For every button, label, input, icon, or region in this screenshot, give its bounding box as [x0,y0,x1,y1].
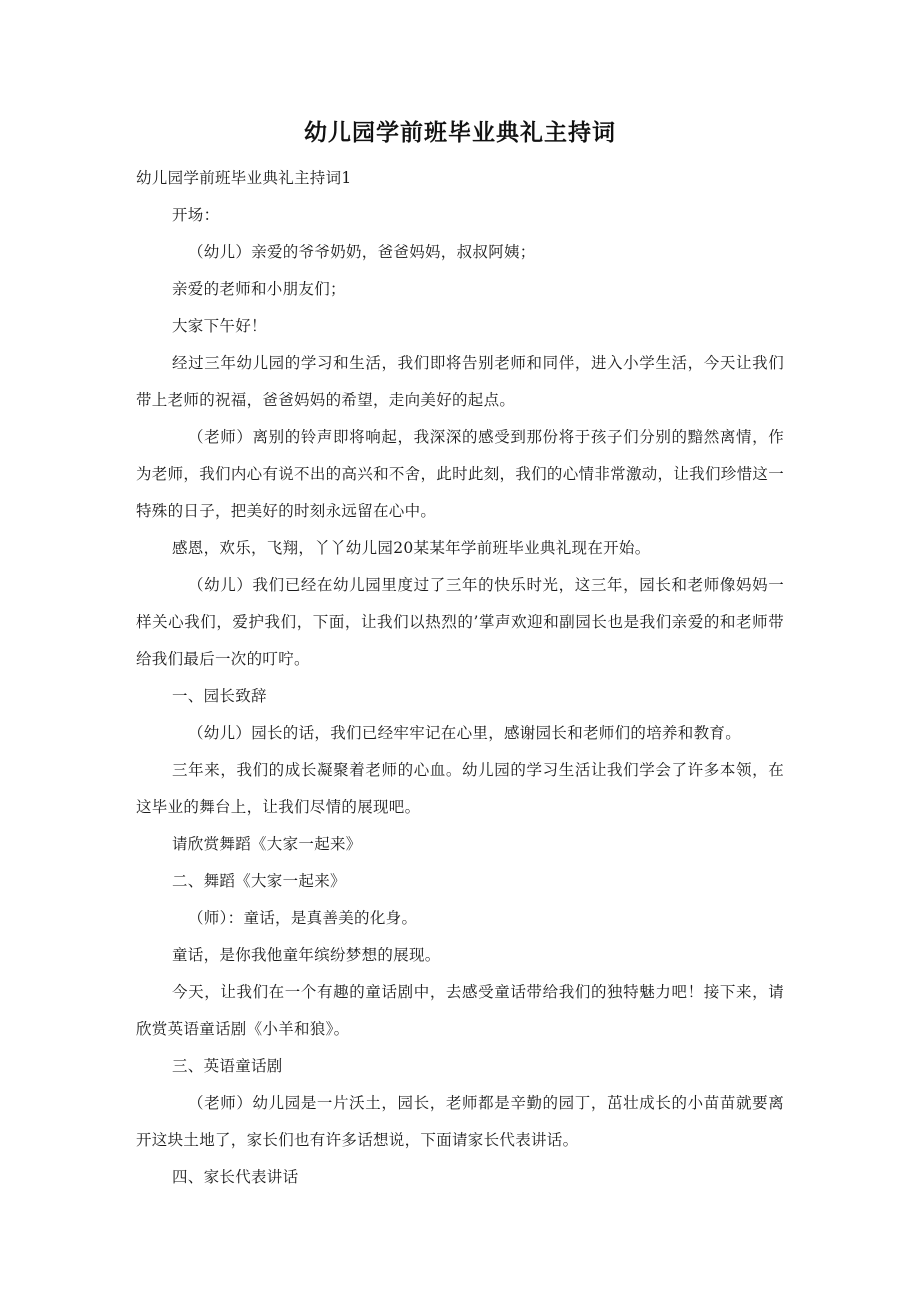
paragraph: 请欣赏舞蹈《大家一起来》 [172,835,362,853]
paragraph: （幼儿）亲爱的爷爷奶奶，爸爸妈妈，叔叔阿姨； [188,243,536,261]
section-heading: 幼儿园学前班毕业典礼主持词1 [136,169,352,187]
paragraph: 二、舞蹈《大家一起来》 [172,872,346,890]
paragraph: 四、家长代表讲话 [172,1168,299,1186]
paragraph: 今天，让我们在一个有趣的童话剧中，去感受童话带给我们的独特魅力吧！接下来，请欣赏英语童话剧《小羊和狼》。 [136,983,784,1038]
paragraph: 经过三年幼儿园的学习和生活，我们即将告别老师和同伴，进入小学生活，今天让我们带上老师的祝福，爸爸妈妈的希望，走向美好的起点。 [136,354,784,409]
paragraph: 三、英语童话剧 [172,1057,283,1075]
paragraph: 开场： [172,206,220,224]
paragraph: （师）：童话，是真善美的化身。 [188,909,418,927]
paragraph: （幼儿）园长的话，我们已经牢牢记在心里，感谢园长和老师们的培养和教育。 [188,724,742,742]
paragraph: （老师）离别的铃声即将响起，我深深的感受到那份将于孩子们分别的黯然离情，作为老师，我们内心有说不出的高兴和不舍，此时此刻，我们的心情非常激动，让我们珍惜这一特殊的日子，把美好的时刻永远留在心中。 [136,428,784,520]
document-title: 幼儿园学前班毕业典礼主持词 [304,120,616,146]
paragraph: 三年来，我们的成长凝聚着老师的心血。幼儿园的学习生活让我们学会了许多本领，在这毕业的舞台上，让我们尽情的展现吧。 [136,761,784,816]
paragraph: （老师）幼儿园是一片沃土，园长，老师都是辛勤的园丁，茁壮成长的小苗苗就要离开这块土地了，家长们也有许多话想说，下面请家长代表讲话。 [136,1094,784,1149]
paragraph: （幼儿）我们已经在幼儿园里度过了三年的快乐时光，这三年，园长和老师像妈妈一样关心我们，爱护我们，下面，让我们以热烈的’掌声欢迎和副园长也是我们亲爱的和老师带给我们最后一次的叮咛。 [136,576,784,668]
paragraph: 一、园长致辞 [172,687,267,705]
paragraph: 大家下午好！ [172,317,267,335]
document-body [136,160,784,1196]
paragraph: 感恩，欢乐，飞翔，丫丫幼儿园20某某年学前班毕业典礼现在开始。 [172,539,651,557]
paragraph: 童话，是你我他童年缤纷梦想的展现。 [172,946,441,964]
paragraph: 亲爱的老师和小朋友们； [172,280,346,298]
